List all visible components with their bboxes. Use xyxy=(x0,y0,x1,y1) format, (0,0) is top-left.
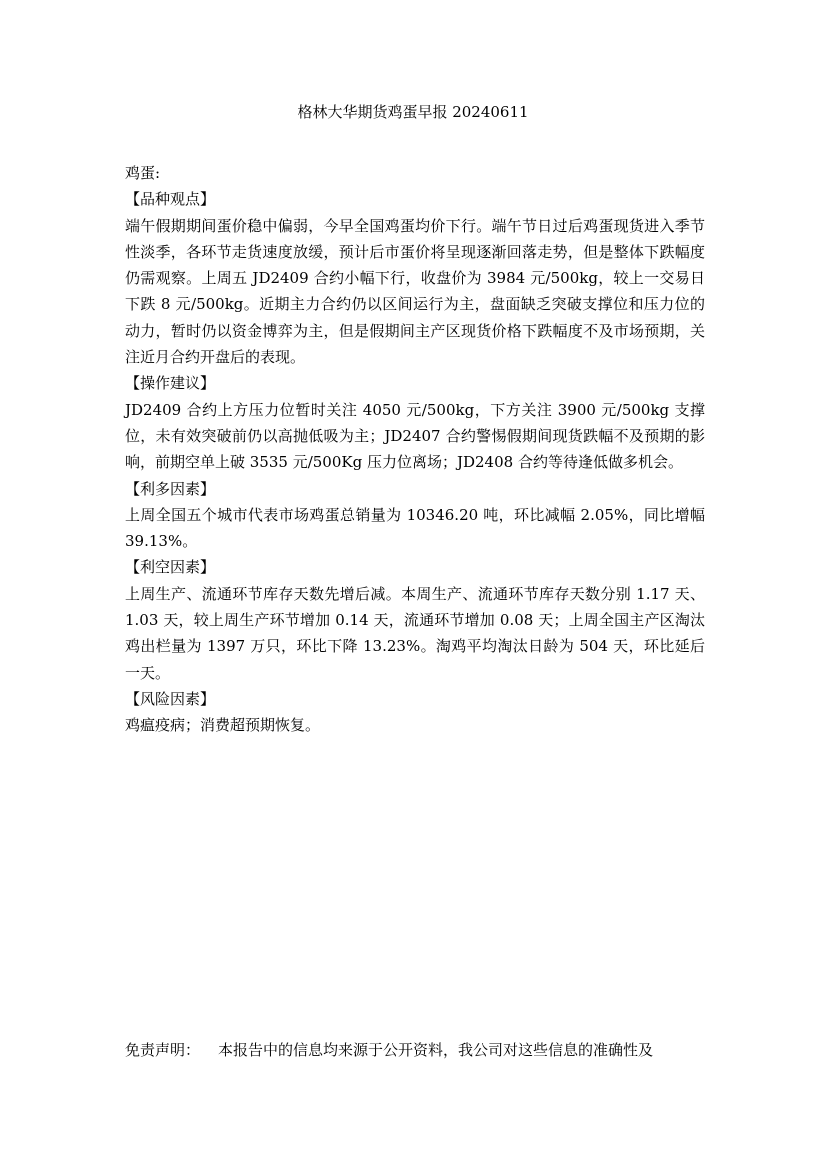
section-heading-advice: 【操作建议】 xyxy=(125,374,216,393)
report-body xyxy=(125,160,705,739)
report-title: 格林大华期货鸡蛋早报 20240611 xyxy=(297,103,529,121)
disclaimer-text: 本报告中的信息均来源于公开资料，我公司对这些信息的准确性及 xyxy=(218,1041,654,1059)
disclaimer xyxy=(125,1040,725,1060)
section-heading-view: 【品种观点】 xyxy=(125,190,216,209)
section-text-risk: 鸡瘟疫病；消费超预期恢复。 xyxy=(125,716,321,735)
section-heading-risk: 【风险因素】 xyxy=(125,689,216,708)
section-text-view: 端午假期期间蛋价稳中偏弱，今早全国鸡蛋均价下行。端午节日过后鸡蛋现货进入季节性淡季，各环节走货速度放缓，预计后市蛋价将呈现逐渐回落走势，但是整体下跌幅度仍需观察。上周五 JD2409 合约小幅下行，收盘价为 3984 元/500kg，较上一交易日下跌 8 元/500kg。近期主力合约仍以区间运行为主，盘面缺乏突破支撑位和压力位的动力，暂时仍以资金博弈为主，但是假期间主产区现货价格下跌幅度不及市场预期，关注近月合约开盘后的表现。 xyxy=(125,216,705,367)
section-text-bullish: 上周全国五个城市代表市场鸡蛋总销量为 10346.20 吨，环比减幅 2.05%，同比增幅 39.13%。 xyxy=(125,505,705,551)
section-heading-bearish: 【利空因素】 xyxy=(125,558,216,577)
section-text-bearish: 上周生产、流通环节库存天数先增后减。本周生产、流通环节库存天数分别 1.17 天、1.03 天，较上周生产环节增加 0.14 天，流通环节增加 0.08 天；上周全国主产区淘汰鸡出栏量为 1397 万只，环比下降 13.23%。淘鸡平均淘汰日龄为 504 天，环比延后一天。 xyxy=(125,584,705,682)
section-heading-bullish: 【利多因素】 xyxy=(125,479,216,498)
disclaimer-label: 免责声明： xyxy=(125,1041,201,1059)
subject-label: 鸡蛋: xyxy=(125,164,161,182)
section-text-advice: JD2409 合约上方压力位暂时关注 4050 元/500kg，下方关注 3900 元/500kg 支撑位，未有效突破前仍以高抛低吸为主；JD2407 合约警惕假期间现货跌幅不及预期的影响，前期空单上破 3535 元/500Kg 压力位离场；JD2408 合约等待逢低做多机会。 xyxy=(125,400,705,472)
